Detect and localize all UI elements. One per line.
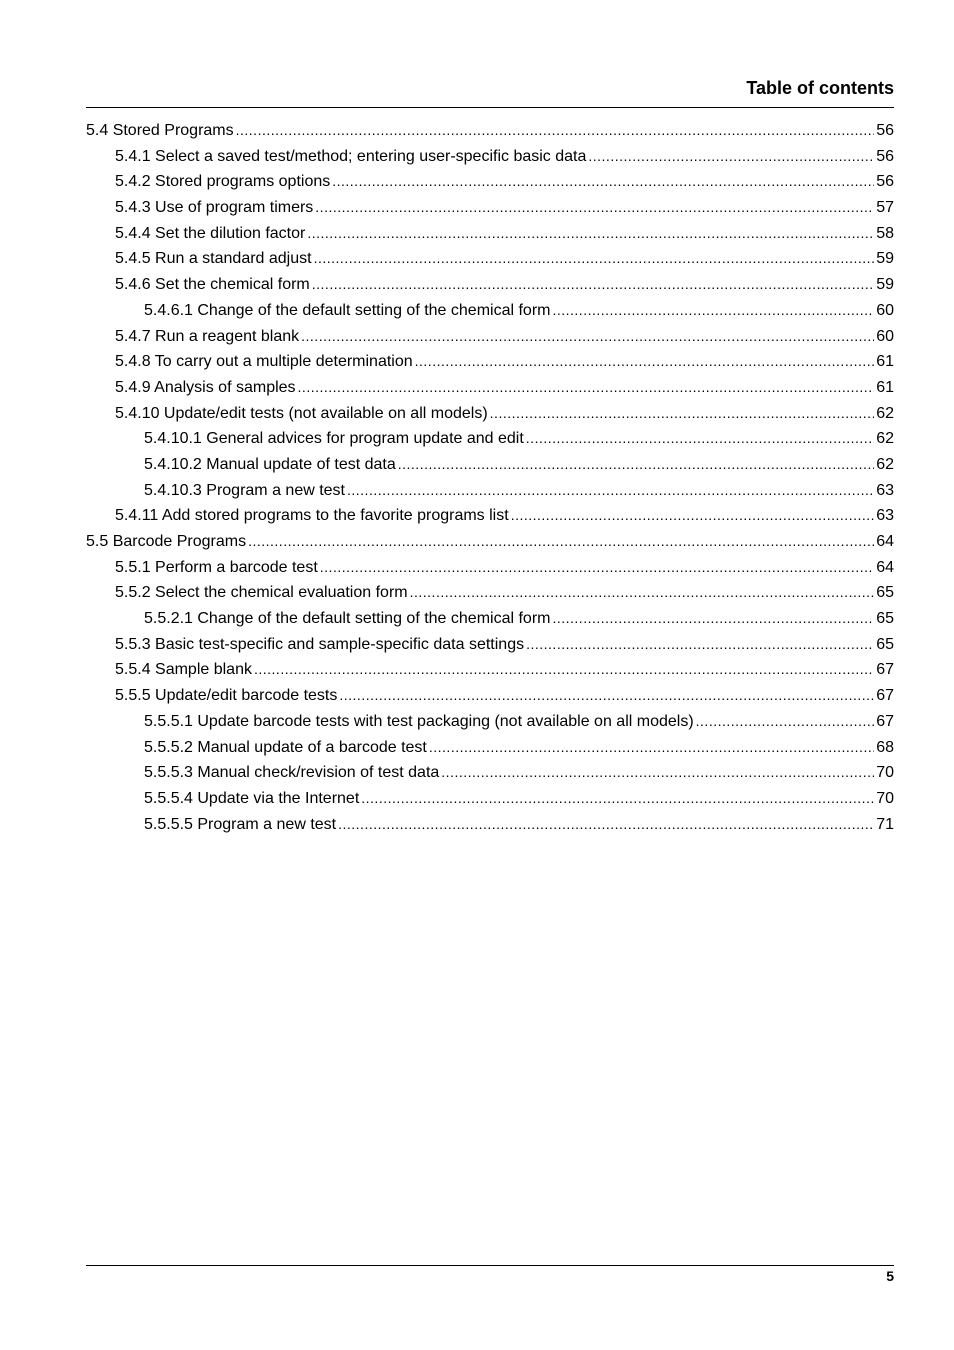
toc-entry[interactable] xyxy=(86,657,894,683)
toc-entry[interactable] xyxy=(86,786,894,812)
toc-dot-leader xyxy=(398,452,874,478)
toc-entry-page: 56 xyxy=(876,122,894,139)
toc-dot-leader xyxy=(248,529,874,555)
toc-entry-page: 61 xyxy=(876,353,894,371)
toc-entry-label: 5.4.6.1 Change of the default setting of the chemical form xyxy=(144,301,551,319)
toc-entry-page: 56 xyxy=(876,173,894,191)
toc-entry-page: 71 xyxy=(876,815,894,833)
toc-entry[interactable] xyxy=(86,606,894,632)
toc-entry-label: 5.5.5.5 Program a new test xyxy=(144,815,337,833)
toc-entry[interactable] xyxy=(86,221,894,247)
toc-entry-page: 67 xyxy=(876,712,894,730)
toc-entry-page: 59 xyxy=(876,250,894,268)
toc-entry[interactable] xyxy=(86,503,894,529)
toc-dot-leader xyxy=(301,324,874,350)
toc-entry-label: 5.4 Stored Programs xyxy=(86,122,234,139)
toc-entry-page: 65 xyxy=(876,610,894,628)
toc-entry-page: 62 xyxy=(876,430,894,448)
toc-dot-leader xyxy=(332,169,874,195)
toc-entry[interactable] xyxy=(86,683,894,709)
toc-dot-leader xyxy=(307,221,874,247)
toc-dot-leader xyxy=(315,195,874,221)
toc-entry[interactable] xyxy=(86,144,894,170)
toc-entry-page: 67 xyxy=(876,687,894,705)
toc-dot-leader xyxy=(312,272,874,298)
toc-entry-label: 5.4.10.1 General advices for program update and edit xyxy=(144,430,524,448)
toc-entry-label: 5.5.5.1 Update barcode tests with test packaging (not available on all models) xyxy=(144,712,694,730)
toc-dot-leader xyxy=(526,426,874,452)
toc-entry-label: 5.4.8 To carry out a multiple determination xyxy=(115,353,413,371)
page-header-title: Table of contents xyxy=(746,78,894,98)
toc-entry[interactable] xyxy=(86,324,894,350)
toc-dot-leader xyxy=(298,375,875,401)
toc-entry-label: 5.4.6 Set the chemical form xyxy=(115,276,310,294)
toc-entry[interactable] xyxy=(86,375,894,401)
toc-entry-page: 59 xyxy=(876,276,894,294)
toc-entry-label: 5.4.11 Add stored programs to the favorite programs list xyxy=(115,507,509,525)
toc-dot-leader xyxy=(429,735,874,761)
toc-entry-label: 5.5.2.1 Change of the default setting of the chemical form xyxy=(144,610,551,628)
toc-entry-page: 57 xyxy=(876,199,894,217)
toc-dot-leader xyxy=(588,144,874,170)
toc-entry-page: 60 xyxy=(876,327,894,345)
toc-entry-label: 5.4.10 Update/edit tests (not available on all models) xyxy=(115,404,488,422)
toc-entry[interactable] xyxy=(86,478,894,504)
toc-entry-label: 5.5.2 Select the chemical evaluation form xyxy=(115,584,408,602)
toc-dot-leader xyxy=(338,812,874,838)
toc-entry[interactable] xyxy=(86,426,894,452)
toc-dot-leader xyxy=(526,632,874,658)
toc-entry[interactable] xyxy=(86,632,894,658)
toc-dot-leader xyxy=(441,760,874,786)
toc-entry-label: 5.5.4 Sample blank xyxy=(115,661,252,679)
toc-entry[interactable] xyxy=(86,452,894,478)
toc-entry-label: 5.5.5.4 Update via the Internet xyxy=(144,789,360,807)
toc-entry[interactable] xyxy=(86,709,894,735)
toc-entry-label: 5.5.5 Update/edit barcode tests xyxy=(115,687,338,705)
toc-entry-page: 70 xyxy=(876,764,894,782)
toc-entry-label: 5.4.3 Use of program timers xyxy=(115,199,314,217)
toc-dot-leader xyxy=(320,555,874,581)
toc-dot-leader xyxy=(415,349,875,375)
toc-entry[interactable] xyxy=(86,118,894,144)
page-number: 5 xyxy=(886,1268,894,1284)
toc-entry-page: 61 xyxy=(876,378,894,396)
toc-dot-leader xyxy=(236,118,875,144)
toc-entry[interactable] xyxy=(86,735,894,761)
toc-entry[interactable] xyxy=(86,529,894,555)
toc-entry[interactable] xyxy=(86,195,894,221)
toc-entry[interactable] xyxy=(86,555,894,581)
toc-entry-label: 5.5.1 Perform a barcode test xyxy=(115,558,318,576)
toc-entry-label: 5.5.5.2 Manual update of a barcode test xyxy=(144,738,427,756)
toc-entry-page: 62 xyxy=(876,455,894,473)
toc-entry[interactable] xyxy=(86,272,894,298)
toc-entry-label: 5.5 Barcode Programs xyxy=(86,533,247,550)
toc-entry-page: 58 xyxy=(876,224,894,242)
header-divider xyxy=(86,107,894,108)
toc-dot-leader xyxy=(361,786,874,812)
toc-entry-page: 67 xyxy=(876,661,894,679)
toc-entry[interactable] xyxy=(86,246,894,272)
toc-dot-leader xyxy=(490,401,875,427)
footer-divider xyxy=(86,1265,894,1266)
toc-entry-page: 64 xyxy=(876,533,894,550)
toc-entry-label: 5.4.10.3 Program a new test xyxy=(144,481,345,499)
toc-entry-label: 5.4.2 Stored programs options xyxy=(115,173,331,191)
toc-entry-label: 5.4.9 Analysis of samples xyxy=(115,378,296,396)
table-of-contents xyxy=(86,118,894,837)
toc-entry-page: 65 xyxy=(876,635,894,653)
toc-entry-page: 65 xyxy=(876,584,894,602)
toc-entry-page: 63 xyxy=(876,481,894,499)
toc-dot-leader xyxy=(339,683,874,709)
toc-entry[interactable] xyxy=(86,580,894,606)
toc-entry-page: 70 xyxy=(876,789,894,807)
toc-entry[interactable] xyxy=(86,298,894,324)
toc-dot-leader xyxy=(254,657,874,683)
toc-entry-label: 5.4.1 Select a saved test/method; entering user-specific basic data xyxy=(115,147,587,165)
toc-entry[interactable] xyxy=(86,812,894,838)
toc-entry[interactable] xyxy=(86,760,894,786)
toc-entry-label: 5.4.10.2 Manual update of test data xyxy=(144,455,396,473)
toc-dot-leader xyxy=(347,478,874,504)
toc-entry-label: 5.5.5.3 Manual check/revision of test data xyxy=(144,764,440,782)
toc-dot-leader xyxy=(552,606,874,632)
toc-entry-page: 63 xyxy=(876,507,894,525)
toc-dot-leader xyxy=(410,580,875,606)
toc-dot-leader xyxy=(511,503,875,529)
toc-entry[interactable] xyxy=(86,349,894,375)
toc-dot-leader xyxy=(696,709,875,735)
toc-entry-label: 5.4.5 Run a standard adjust xyxy=(115,250,312,268)
toc-entry-page: 64 xyxy=(876,558,894,576)
toc-entry-label: 5.4.4 Set the dilution factor xyxy=(115,224,306,242)
toc-entry-page: 60 xyxy=(876,301,894,319)
toc-entry[interactable] xyxy=(86,401,894,427)
toc-entry-page: 62 xyxy=(876,404,894,422)
toc-dot-leader xyxy=(552,298,874,324)
toc-entry[interactable] xyxy=(86,169,894,195)
toc-entry-label: 5.4.7 Run a reagent blank xyxy=(115,327,300,345)
toc-entry-label: 5.5.3 Basic test-specific and sample-specific data settings xyxy=(115,635,525,653)
toc-entry-page: 68 xyxy=(876,738,894,756)
toc-dot-leader xyxy=(314,246,875,272)
toc-entry-page: 56 xyxy=(876,147,894,165)
